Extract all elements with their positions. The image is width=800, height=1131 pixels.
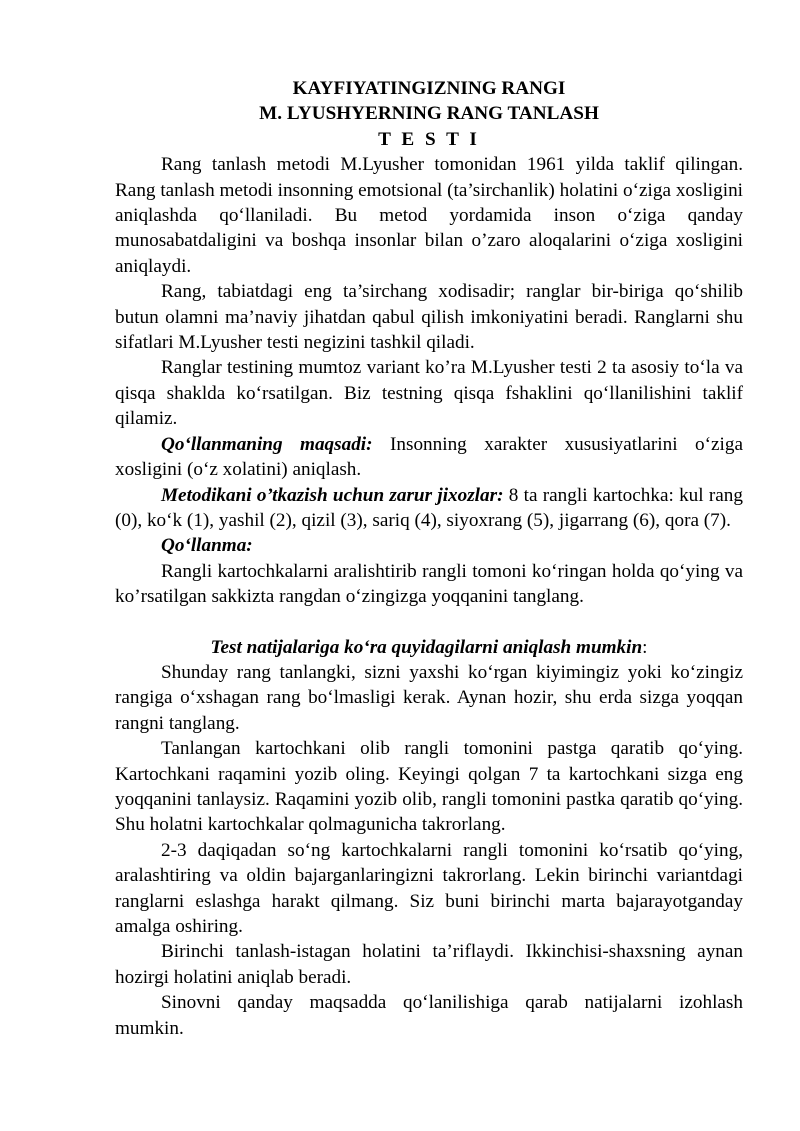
- materials-text: 8 ta rangli kartochka: kul rang (0), ko‘k (1), yashil (2), qizil (3), sariq (4), siyoxrang (5), jigarrang (6), qora (7).: [115, 484, 743, 531]
- title-line-2: M. LYUSHYERNING RANG TANLASH: [259, 103, 599, 125]
- purpose-text: Insonning xarakter xususiyatlarini o‘ziga xosligini (o‘z xolatini) aniqlash.: [115, 433, 743, 481]
- results-heading-text: Test natijalariga ko‘ra quyidagilarni aniqlash mumkin: [210, 636, 643, 658]
- manual-paragraph: Rangli kartochkalarni aralishtirib rangli tomoni ko‘ringan holda qo‘ying va ko’rsatilgan sakkizta rangdan o‘zingizga yoqqanini tanglang.: [115, 560, 743, 608]
- purpose-paragraph: [115, 432, 743, 483]
- manual-label-paragraph: [115, 533, 743, 558]
- title-line-1: KAYFIYATINGIZNING RANGI: [292, 78, 566, 99]
- results-paragraph-2: Tanlangan kartochkani olib rangli tomonini pastga qaratib qo‘ying. Kartochkani raqamini yozib oling. Keyingi qolgan 7 ta kartochkani sizga eng yoqqanini tanlaysiz. Raqamini yozib olib, rangli tomonini pastka qaratib qo‘ying. Shu holatni kartochkalar qolmagunicha takrorlang.: [115, 738, 743, 836]
- section-spacer: [115, 610, 743, 635]
- results-paragraph-5: Sinovni qanday maqsadda qo‘lanilishiga qarab natijalarni izohlash mumkin.: [115, 992, 743, 1039]
- intro-paragraph-2: Rang, tabiatdagi eng ta’sirchang xodisadir; ranglar bir-biriga qo‘shilib butun olamni ma’naviy jihatdan qabul qilish imkoniyatini beradi. Ranglarni shu sifatlari M.Lyusher testi negizini tashkil qiladi.: [115, 281, 743, 354]
- manual-label: Qo‘llanma:: [161, 535, 253, 557]
- results-heading: [115, 635, 743, 660]
- title-line-3: T E S T I: [378, 128, 480, 150]
- materials-label: Metodikani o’tkazish uchun zarur jixozlar:: [161, 484, 504, 506]
- materials-paragraph: [115, 483, 743, 534]
- purpose-label: Qo‘llanmaning maqsadi:: [161, 433, 373, 455]
- intro-paragraph-3: Ranglar testining mumtoz variant ko’ra M.Lyusher testi 2 ta asosiy to‘la va qisqa shaklda ko‘rsatilgan. Biz testning qisqa fshaklini qo‘llanilishini taklif qilamiz.: [115, 357, 743, 430]
- results-paragraph-1: Shunday rang tanlangki, sizni yaxshi ko‘rgan kiyimingiz yoki ko‘zingiz rangiga o‘xshagan rang bo‘lmasligi kerak. Aynan hozir, shu erda sizga yoqqan rangni tanglang.: [115, 661, 743, 734]
- intro-paragraph-1: Rang tanlash metodi M.Lyusher tomonidan 1961 yilda taklif qilingan. Rang tanlash metodi insonning emotsional (ta’sirchanlik) holatini o‘ziga xosligini aniqlashda qo‘llaniladi. Bu metod yordamida inson o‘ziga qanday munosabatdaligini va boshqa insonlar bilan o’zaro aloqalarini o‘ziga xosligini aniqlaydi.: [115, 154, 743, 277]
- results-heading-colon: :: [642, 636, 648, 658]
- results-paragraph-3: 2-3 daqiqadan so‘ng kartochkalarni rangli tomonini ko‘rsatib qo‘ying, aralashtiring va oldin bajarganlaringizni takrorlang. Lekin birinchi variantdagi ranglarni eslashga harakt qilmang. Siz buni birinchi marta bajarayotganday amalga oshiring.: [115, 839, 743, 937]
- document-page: [115, 76, 743, 1041]
- results-paragraph-4: Birinchi tanlash-istagan holatini ta’riflaydi. Ikkinchisi-shaxsning aynan hozirgi holatini aniqlab beradi.: [115, 941, 743, 988]
